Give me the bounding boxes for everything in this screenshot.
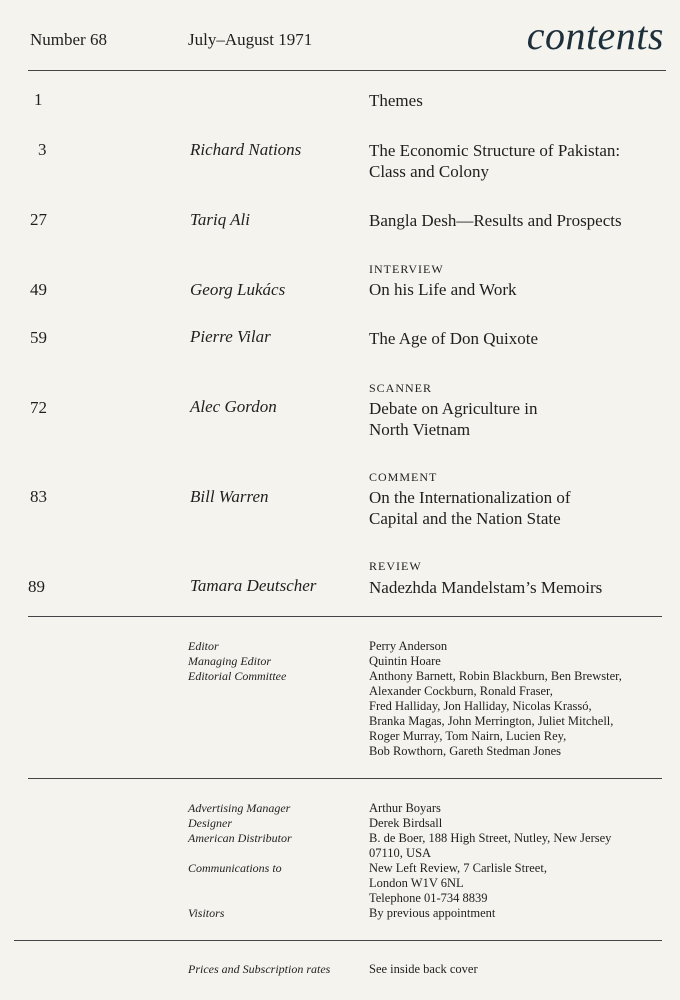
managing-editor-role: Managing Editor — [188, 654, 271, 668]
business-divider — [14, 940, 662, 941]
committee-line: Fred Halliday, Jon Halliday, Nicolas Krassó, — [369, 699, 592, 713]
header-divider — [28, 70, 666, 71]
distributor-line: 07110, USA — [369, 846, 432, 860]
prices-value: See inside back cover — [369, 962, 478, 976]
advertising-manager-role: Advertising Manager — [188, 801, 291, 815]
prices-label: Prices and Subscription rates — [188, 962, 331, 976]
entry-author: Tariq Ali — [190, 210, 251, 229]
editorial-divider — [28, 778, 662, 779]
distributor-line: B. de Boer, 188 High Street, Nutley, New Jersey — [369, 831, 612, 845]
communications-role: Communications to — [188, 861, 282, 875]
entry-kicker: INTERVIEW — [369, 262, 444, 276]
entry-page: 1 — [34, 90, 43, 109]
visitors-value: By previous appointment — [369, 906, 496, 920]
entry-kicker: SCANNER — [369, 381, 433, 395]
entry-title[interactable]: On his Life and Work — [369, 280, 517, 299]
entry-author: Alec Gordon — [190, 397, 277, 416]
entry-title-line2[interactable]: Capital and the Nation State — [369, 509, 561, 528]
editorial-committee-role: Editorial Committee — [188, 669, 287, 683]
issue-date: July–August 1971 — [188, 30, 313, 49]
entry-kicker: COMMENT — [369, 470, 438, 484]
committee-line: Anthony Barnett, Robin Blackburn, Ben Brewster, — [369, 669, 622, 683]
communications-line: London W1V 6NL — [369, 876, 464, 890]
entry-title[interactable]: Debate on Agriculture in — [369, 399, 538, 418]
entry-title-line2[interactable]: North Vietnam — [369, 420, 471, 439]
entry-title[interactable]: On the Internationalization of — [369, 488, 571, 507]
editor-name: Perry Anderson — [369, 639, 448, 653]
entry-author: Pierre Vilar — [190, 327, 271, 346]
entry-title-line2[interactable]: Class and Colony — [369, 162, 489, 181]
entry-author: Tamara Deutscher — [190, 576, 317, 595]
entry-page: 89 — [28, 577, 45, 596]
entry-title[interactable]: Themes — [369, 91, 423, 110]
entry-title[interactable]: Bangla Desh—Results and Prospects — [369, 211, 622, 230]
managing-editor-name: Quintin Hoare — [369, 654, 441, 668]
entry-page: 83 — [30, 487, 47, 506]
entry-author: Richard Nations — [190, 140, 302, 159]
entry-page: 3 — [38, 140, 47, 159]
committee-line: Roger Murray, Tom Nairn, Lucien Rey, — [369, 729, 567, 743]
committee-line: Alexander Cockburn, Ronald Fraser, — [369, 684, 553, 698]
visitors-role: Visitors — [188, 906, 225, 920]
entry-page: 59 — [30, 328, 47, 347]
committee-line: Branka Magas, John Merrington, Juliet Mitchell, — [369, 714, 614, 728]
editor-role: Editor — [188, 639, 219, 653]
entry-page: 49 — [30, 280, 47, 299]
communications-line: Telephone 01-734 8839 — [369, 891, 488, 905]
contents-divider — [28, 616, 662, 617]
communications-line: New Left Review, 7 Carlisle Street, — [369, 861, 547, 875]
entry-author: Bill Warren — [190, 487, 269, 506]
advertising-manager-name: Arthur Boyars — [369, 801, 441, 815]
committee-line: Bob Rowthorn, Gareth Stedman Jones — [369, 744, 561, 758]
entry-title[interactable]: The Age of Don Quixote — [369, 329, 539, 348]
page-title: contents — [526, 13, 664, 58]
designer-role: Designer — [188, 816, 232, 830]
entry-author: Georg Lukács — [190, 280, 286, 299]
american-distributor-role: American Distributor — [188, 831, 292, 845]
entry-title[interactable]: Nadezhda Mandelstam’s Memoirs — [369, 578, 603, 597]
entry-page: 27 — [30, 210, 47, 229]
entry-kicker: REVIEW — [369, 559, 422, 573]
issue-number: Number 68 — [30, 30, 107, 49]
entry-page: 72 — [30, 398, 47, 417]
entry-title[interactable]: The Economic Structure of Pakistan: — [369, 141, 621, 160]
designer-name: Derek Birdsall — [369, 816, 443, 830]
